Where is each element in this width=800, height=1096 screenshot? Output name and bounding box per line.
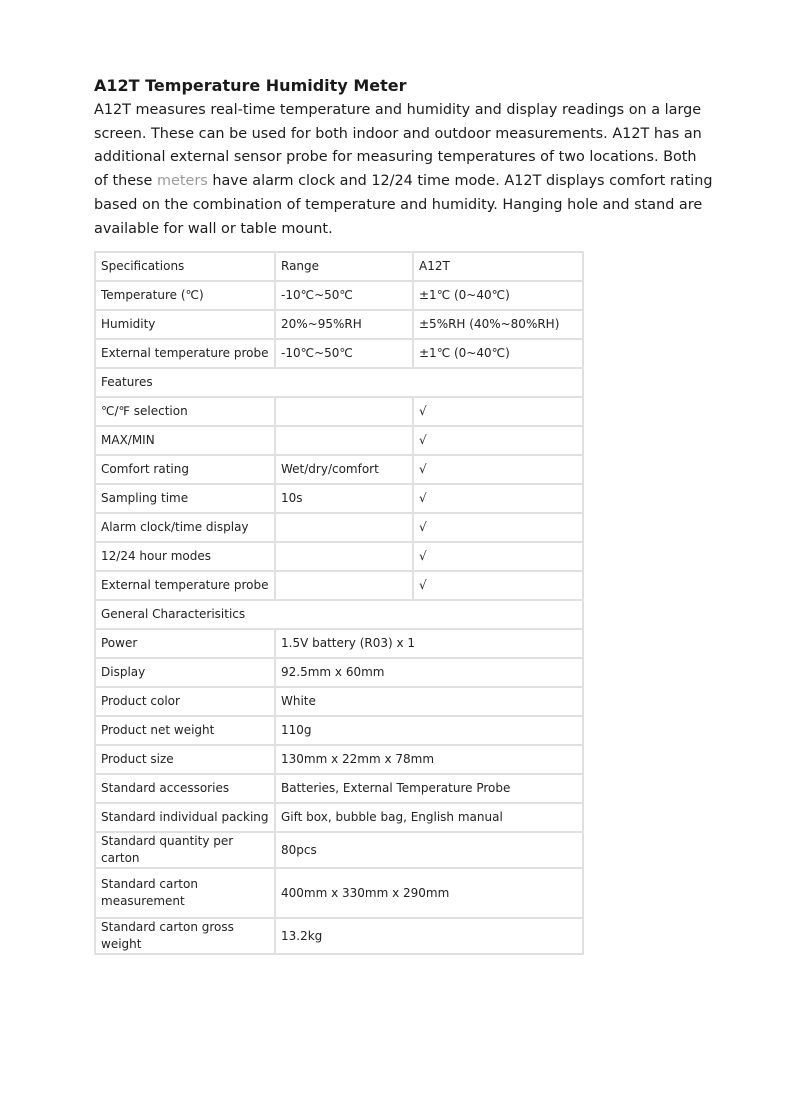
document-title: A12T Temperature Humidity Meter (94, 76, 407, 95)
checkmark-cell: √ (413, 397, 583, 426)
table-row (95, 832, 583, 868)
checkmark-cell: √ (413, 571, 583, 600)
table-row (95, 281, 583, 310)
feature-detail-cell: 10s (275, 484, 413, 513)
table-row (95, 310, 583, 339)
value-cell: ±1℃ (0~40℃) (413, 339, 583, 368)
table-row (95, 629, 583, 658)
table-header-row (95, 252, 583, 281)
spec-name-cell: Humidity (95, 310, 275, 339)
table-row (95, 918, 583, 954)
features-heading: Features (95, 368, 583, 397)
table-row (95, 455, 583, 484)
property-name-cell: Product color (95, 687, 275, 716)
intro-muted-text: meters (157, 173, 208, 190)
spec-name-cell: External temperature probe (95, 339, 275, 368)
value-cell: ±1℃ (0~40℃) (413, 281, 583, 310)
property-value-cell: Batteries, External Temperature Probe (275, 774, 583, 803)
feature-name-cell: Alarm clock/time display (95, 513, 275, 542)
header-cell: Specifications (95, 252, 275, 281)
intro-text: A12T measures real-time temperature and humidity and display readings on a large screen. These can be used for both indoor and outdoor measurements. A12T has an additional external sensor probe for measuring temperatures of two locations. Both of these (94, 102, 702, 190)
section-heading-row (95, 368, 583, 397)
spec-name-cell: Temperature (℃) (95, 281, 275, 310)
value-cell: ±5%RH (40%~80%RH) (413, 310, 583, 339)
checkmark-cell: √ (413, 542, 583, 571)
table-row (95, 687, 583, 716)
table-row (95, 774, 583, 803)
property-value-cell: 110g (275, 716, 583, 745)
property-name-cell: Standard quantity per carton (95, 832, 275, 868)
table-row (95, 339, 583, 368)
table-row (95, 484, 583, 513)
feature-name-cell: MAX/MIN (95, 426, 275, 455)
intro-text-tail: have alarm clock and 12/24 time mode. A12T displays comfort rating based on the combination of temperature and humidity. Hanging hole and stand are available for wall or table mount. (94, 173, 713, 237)
property-value-cell: 1.5V battery (R03) x 1 (275, 629, 583, 658)
table-row (95, 868, 583, 918)
property-name-cell: Standard carton measurement (95, 868, 275, 918)
property-value-cell: 130mm x 22mm x 78mm (275, 745, 583, 774)
general-heading: General Characterisitics (95, 600, 583, 629)
table-row (95, 716, 583, 745)
property-value-cell: 92.5mm x 60mm (275, 658, 583, 687)
feature-name-cell: ℃/℉ selection (95, 397, 275, 426)
property-name-cell: Product net weight (95, 716, 275, 745)
feature-detail-cell (275, 513, 413, 542)
feature-detail-cell (275, 571, 413, 600)
property-name-cell: Standard carton gross weight (95, 918, 275, 954)
feature-detail-cell (275, 542, 413, 571)
header-cell: Range (275, 252, 413, 281)
checkmark-cell: √ (413, 426, 583, 455)
checkmark-cell: √ (413, 455, 583, 484)
table-row (95, 426, 583, 455)
feature-name-cell: Sampling time (95, 484, 275, 513)
intro-paragraph (94, 99, 714, 241)
table-row (95, 803, 583, 832)
property-value-cell: White (275, 687, 583, 716)
range-cell: 20%~95%RH (275, 310, 413, 339)
property-name-cell: Display (95, 658, 275, 687)
table-row (95, 542, 583, 571)
property-name-cell: Standard individual packing (95, 803, 275, 832)
feature-name-cell: Comfort rating (95, 455, 275, 484)
feature-name-cell: 12/24 hour modes (95, 542, 275, 571)
section-heading-row (95, 600, 583, 629)
table-row (95, 571, 583, 600)
feature-name-cell: External temperature probe (95, 571, 275, 600)
property-name-cell: Standard accessories (95, 774, 275, 803)
feature-detail-cell (275, 397, 413, 426)
table-row (95, 513, 583, 542)
table-row (95, 658, 583, 687)
table-row (95, 745, 583, 774)
property-value-cell: Gift box, bubble bag, English manual (275, 803, 583, 832)
spec-table (94, 251, 584, 955)
property-value-cell: 13.2kg (275, 918, 583, 954)
feature-detail-cell (275, 426, 413, 455)
feature-detail-cell: Wet/dry/comfort (275, 455, 413, 484)
table-row (95, 397, 583, 426)
checkmark-cell: √ (413, 484, 583, 513)
range-cell: -10℃~50℃ (275, 281, 413, 310)
property-value-cell: 400mm x 330mm x 290mm (275, 868, 583, 918)
checkmark-cell: √ (413, 513, 583, 542)
range-cell: -10℃~50℃ (275, 339, 413, 368)
property-value-cell: 80pcs (275, 832, 583, 868)
property-name-cell: Power (95, 629, 275, 658)
header-cell: A12T (413, 252, 583, 281)
property-name-cell: Product size (95, 745, 275, 774)
